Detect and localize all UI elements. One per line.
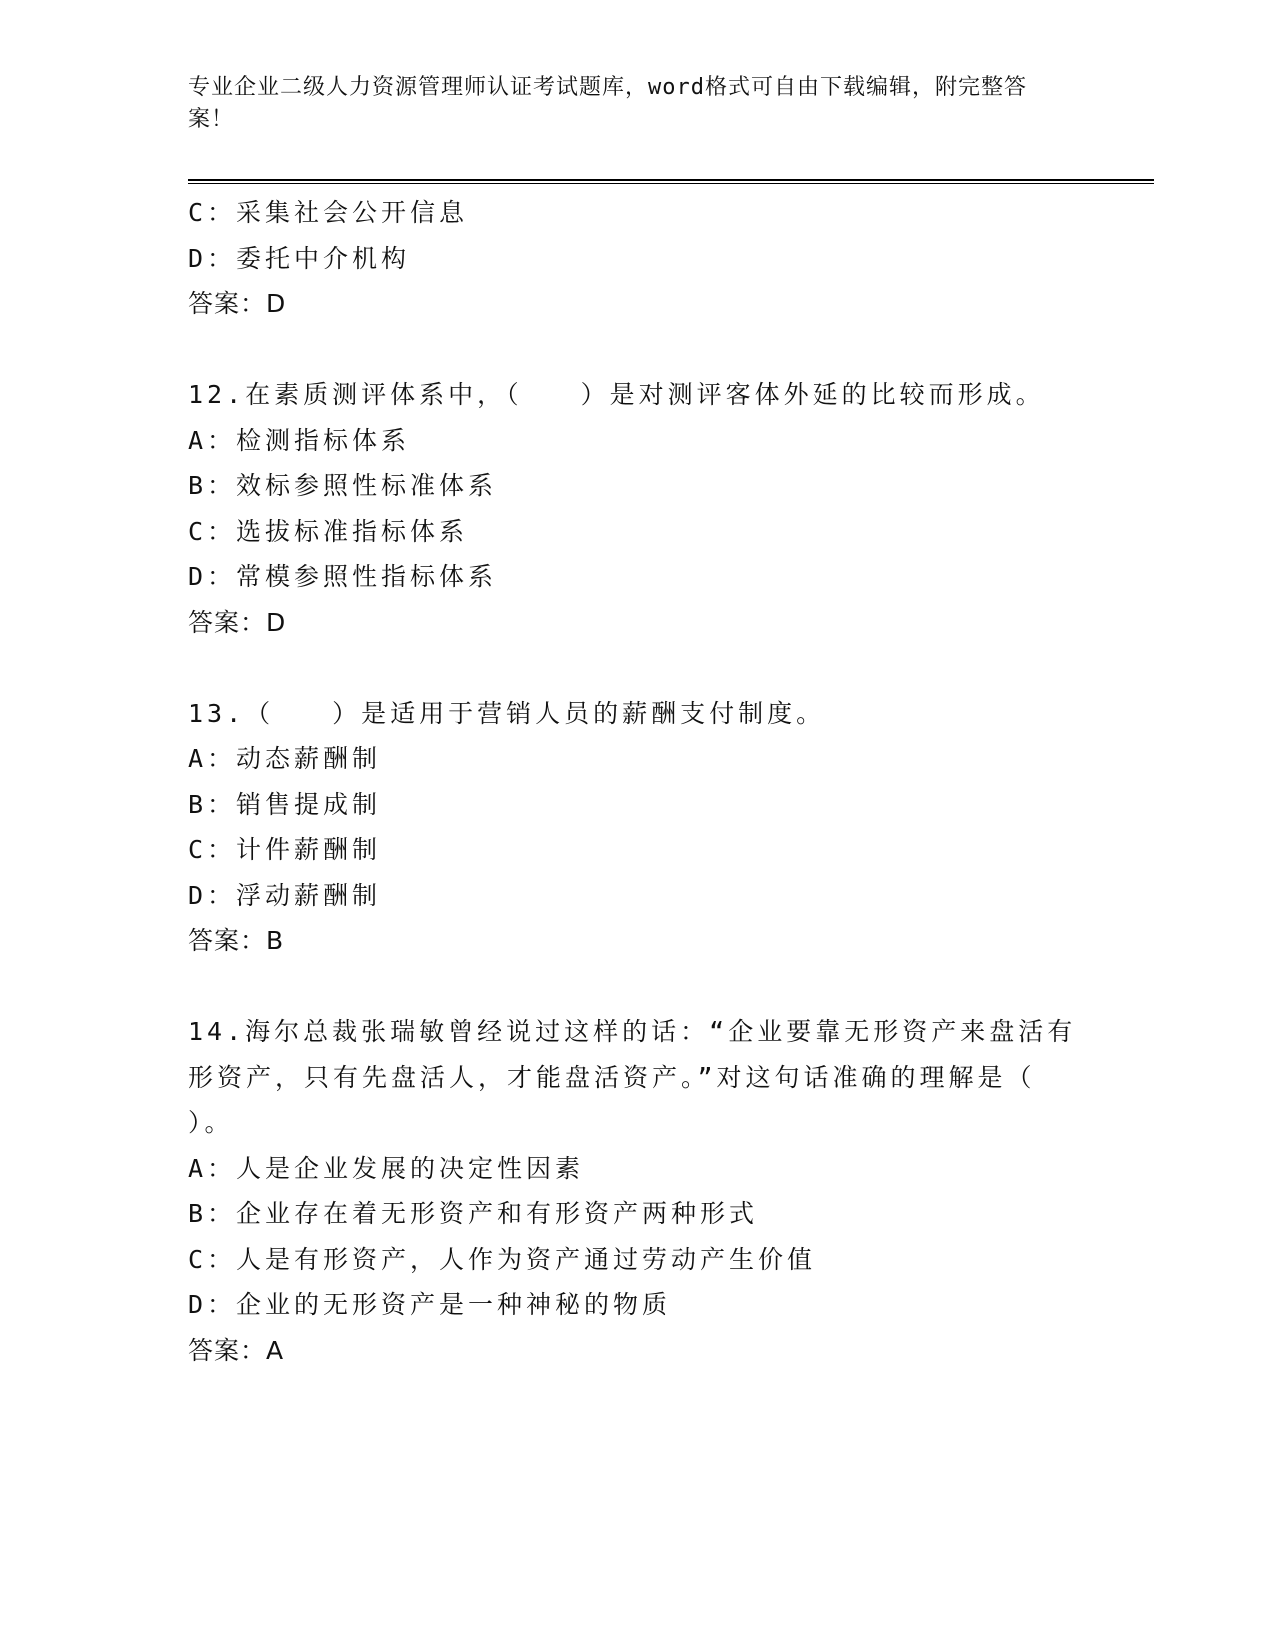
option-d: D：企业的无形资产是一种神秘的物质 bbox=[188, 1290, 672, 1319]
answer: 答案：D bbox=[188, 607, 287, 637]
option-c: C：采集社会公开信息 bbox=[188, 198, 469, 227]
option-c: C：人是有形资产，人作为资产通过劳动产生价值 bbox=[188, 1244, 817, 1274]
option-b: B：企业存在着无形资产和有形资产两种形式 bbox=[188, 1199, 759, 1228]
option-a: A：人是企业发展的决定性因素 bbox=[188, 1153, 585, 1183]
option-d: D：委托中介机构 bbox=[188, 243, 411, 273]
option-a: A：动态薪酬制 bbox=[188, 744, 382, 773]
option-d: D：浮动薪酬制 bbox=[188, 880, 382, 910]
question-stem: 13.（ ）是适用于营销人员的薪酬支付制度。 bbox=[188, 698, 826, 728]
answer: 答案：A bbox=[188, 1335, 285, 1365]
page-header: 专业企业二级人力资源管理师认证考试题库，word格式可自由下载编辑，附完整答案！ bbox=[188, 75, 1027, 132]
option-d: D：常模参照性指标体系 bbox=[188, 562, 498, 591]
question-stem-line-2: 形资产，只有先盘活人，才能盘活资产。”对这句话准确的理解是（ bbox=[188, 1062, 1036, 1092]
question-13 bbox=[188, 691, 1088, 964]
question-stem: 12.在素质测评体系中，（ ）是对测评客体外延的比较而形成。 bbox=[188, 380, 1045, 409]
question-stem-line-3: ）。 bbox=[188, 1108, 234, 1137]
question-content bbox=[188, 190, 1088, 1373]
answer: 答案：B bbox=[188, 926, 285, 955]
header-rule-thin bbox=[188, 183, 1154, 184]
spacer bbox=[188, 964, 1088, 1010]
question-fragment bbox=[188, 190, 1088, 327]
spacer bbox=[188, 327, 1088, 373]
header-rule-thick bbox=[188, 179, 1154, 181]
spacer bbox=[188, 645, 1088, 691]
option-b: B：销售提成制 bbox=[188, 789, 382, 819]
question-14 bbox=[188, 1009, 1088, 1373]
option-a: A：检测指标体系 bbox=[188, 425, 411, 455]
option-b: B：效标参照性标准体系 bbox=[188, 471, 498, 500]
answer: 答案：D bbox=[188, 289, 287, 318]
option-c: C：计件薪酬制 bbox=[188, 835, 382, 864]
question-12 bbox=[188, 372, 1088, 645]
option-c: C：选拔标准指标体系 bbox=[188, 516, 469, 546]
question-stem-line-1: 14.海尔总裁张瑞敏曾经说过这样的话：“企业要靠无形资产来盘活有 bbox=[188, 1017, 1077, 1046]
